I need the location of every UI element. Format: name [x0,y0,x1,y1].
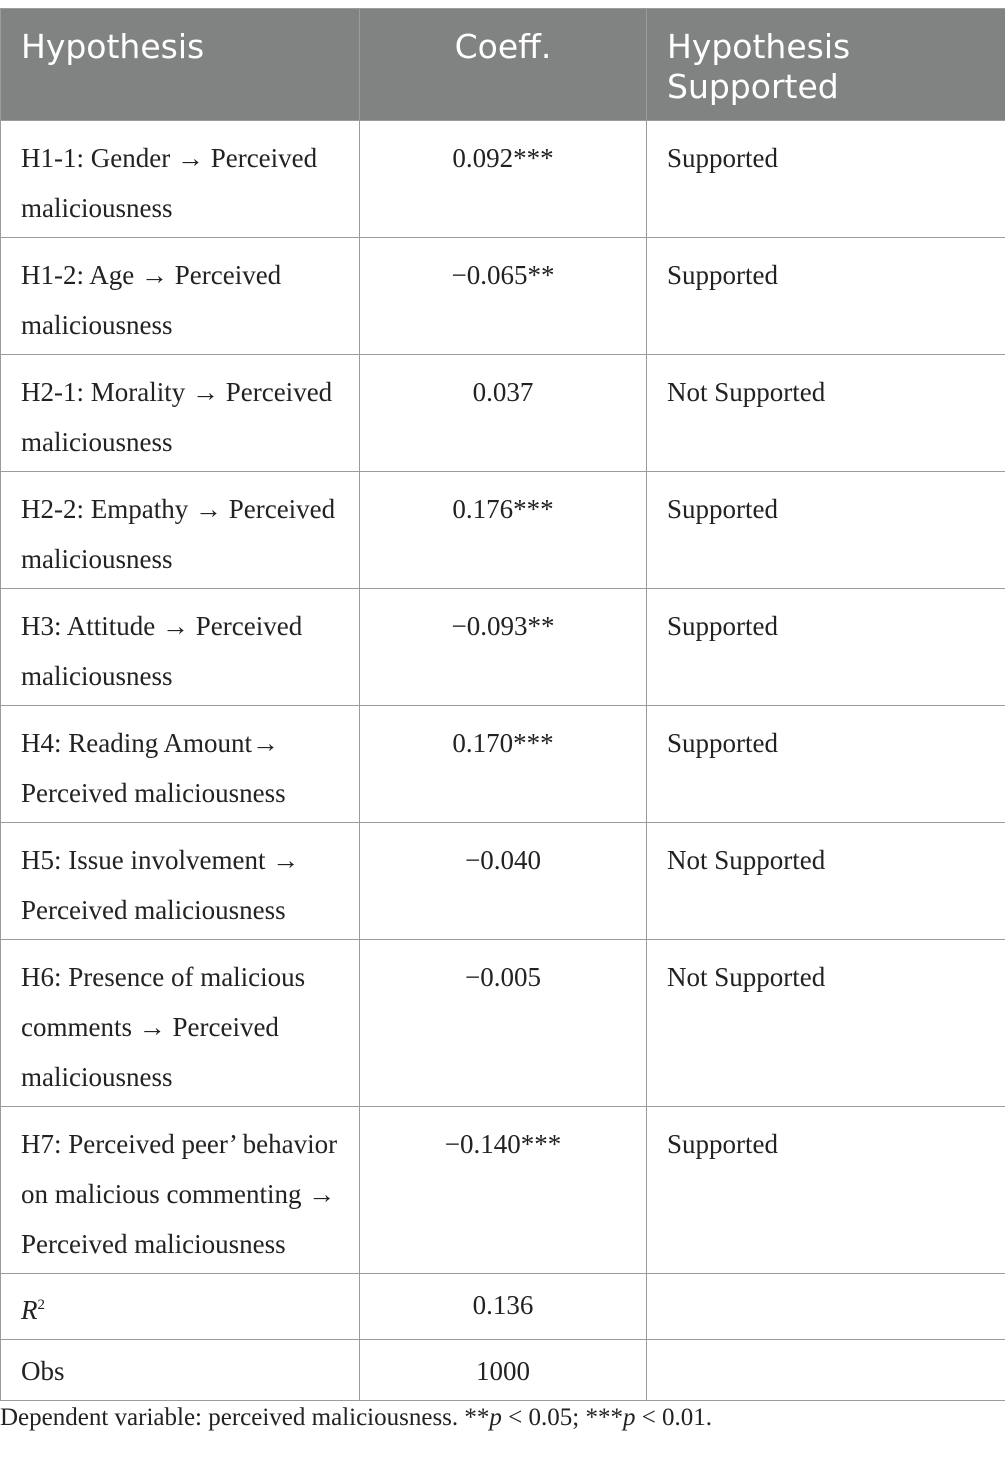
coeff-cell: −0.005 [360,940,647,1107]
coeff-cell: −0.140*** [360,1107,647,1274]
hypothesis-cell: H2-2: Empathy → Perceived maliciousness [1,472,360,589]
table-row [1,589,1005,706]
table-footnote [0,1404,712,1432]
footnote-suffix: < 0.01. [635,1404,713,1431]
coeff-cell: −0.040 [360,823,647,940]
table-row [1,823,1005,940]
supported-cell: Not Supported [647,940,1005,1107]
table-row [1,472,1005,589]
coeff-cell: −0.065** [360,238,647,355]
obs-label-cell: Obs [1,1340,360,1401]
table-row [1,940,1005,1107]
coeff-cell: 0.176*** [360,472,647,589]
footnote-p-symbol-2: p [622,1404,636,1431]
table-row [1,238,1005,355]
obs-supported-cell [647,1340,1005,1401]
footnote-p-symbol-1: p [489,1404,502,1431]
supported-cell: Supported [647,238,1005,355]
obs-value-cell: 1000 [360,1340,647,1401]
table-row [1,1107,1005,1274]
supported-cell: Not Supported [647,355,1005,472]
r-squared-symbol: R [21,1295,38,1325]
r-squared-label-cell [1,1274,360,1340]
header-hypothesis-supported: Hypothesis Supported [647,9,1005,121]
coeff-cell: −0.093** [360,589,647,706]
obs-row [1,1340,1005,1401]
table-header-row [1,9,1005,121]
footnote-mid: < 0.05; *** [501,1404,623,1431]
hypothesis-cell: H4: Reading Amount→ Perceived maliciousness [1,706,360,823]
hypothesis-cell: H1-1: Gender → Perceived maliciousness [1,121,360,238]
table-row [1,355,1005,472]
hypothesis-cell: H2-1: Morality → Perceived maliciousness [1,355,360,472]
hypothesis-cell: H3: Attitude → Perceived maliciousness [1,589,360,706]
coeff-cell: 0.170*** [360,706,647,823]
footnote-prefix: Dependent variable: perceived maliciousness. ** [0,1404,490,1431]
r-squared-value-cell: 0.136 [360,1274,647,1340]
coeff-cell: 0.037 [360,355,647,472]
r-squared-row [1,1274,1005,1340]
hypothesis-cell: H5: Issue involvement → Perceived maliciousness [1,823,360,940]
table-row [1,121,1005,238]
table-row [1,706,1005,823]
header-hypothesis: Hypothesis [1,9,360,121]
r-squared-supported-cell [647,1274,1005,1340]
hypothesis-cell: H1-2: Age → Perceived maliciousness [1,238,360,355]
header-coeff: Coeff. [360,9,647,121]
supported-cell: Supported [647,121,1005,238]
hypothesis-results-table [0,8,1005,1401]
supported-cell: Supported [647,1107,1005,1274]
hypothesis-cell: H6: Presence of malicious comments → Perceived maliciousness [1,940,360,1107]
coeff-cell: 0.092*** [360,121,647,238]
supported-cell: Supported [647,589,1005,706]
r-squared-exponent: 2 [37,1297,45,1313]
hypothesis-cell: H7: Perceived peer’ behavior on malicious commenting → Perceived maliciousness [1,1107,360,1274]
supported-cell: Supported [647,706,1005,823]
supported-cell: Supported [647,472,1005,589]
supported-cell: Not Supported [647,823,1005,940]
results-table-container [0,8,1005,1401]
